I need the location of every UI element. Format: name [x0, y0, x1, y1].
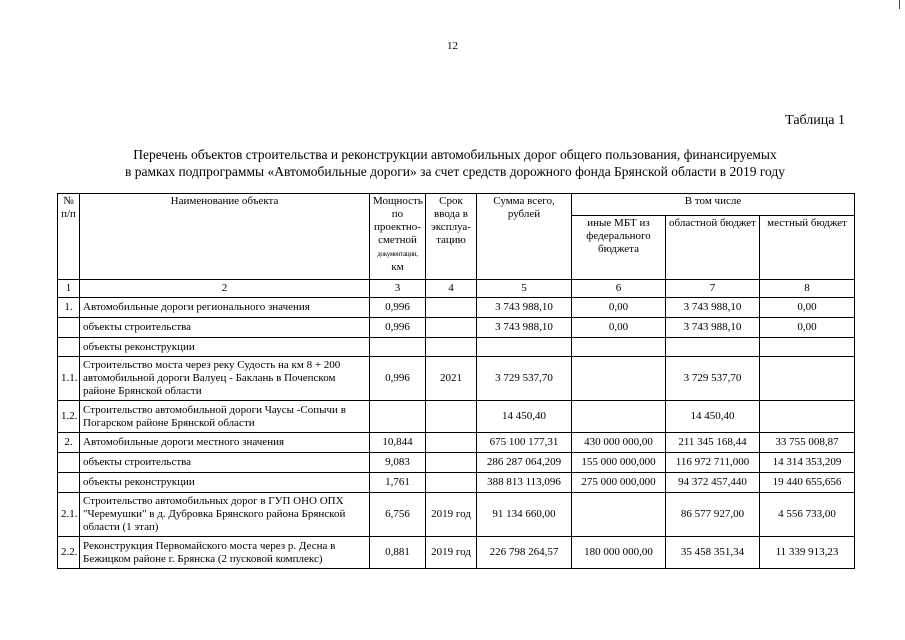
- row-regional: 3 729 537,70: [666, 357, 760, 401]
- row-term: 2021: [426, 357, 477, 401]
- row-name: Строительство моста через реку Судость на км 8 + 200 автомобильной дороги Валуец - Баклань в Почепском районе Брянской области: [80, 357, 370, 401]
- row-sum: 3 729 537,70: [477, 357, 572, 401]
- row-mbt: 0,00: [572, 298, 666, 318]
- row-local: 14 314 353,209: [760, 453, 855, 473]
- row-num: [58, 473, 80, 493]
- row-capacity: [370, 338, 426, 357]
- col-number: 6: [572, 280, 666, 298]
- row-term: [426, 401, 477, 433]
- row-term: 2019 год: [426, 493, 477, 537]
- row-sum: [477, 338, 572, 357]
- row-mbt: [572, 357, 666, 401]
- row-sum: 14 450,40: [477, 401, 572, 433]
- header-capacity-c: км: [391, 261, 404, 273]
- row-num: 1.: [58, 298, 80, 318]
- row-mbt: [572, 493, 666, 537]
- title-line-2: в рамках подпрограммы «Автомобильные дороги» за счет средств дорожного фонда Брянской области в 2019 году: [124, 164, 786, 179]
- row-mbt: 180 000 000,00: [572, 537, 666, 569]
- col-number: 7: [666, 280, 760, 298]
- header-capacity-b: документации,: [377, 250, 418, 258]
- header-regional: областной бюджет: [666, 216, 760, 280]
- row-sum: 675 100 177,31: [477, 433, 572, 453]
- row-local: 19 440 655,656: [760, 473, 855, 493]
- table-row: [58, 433, 855, 453]
- row-regional: 3 743 988,10: [666, 318, 760, 338]
- row-mbt: 155 000 000,000: [572, 453, 666, 473]
- header-sum: Сумма всего, рублей: [477, 194, 572, 280]
- row-regional: 94 372 457,440: [666, 473, 760, 493]
- row-term: [426, 318, 477, 338]
- row-num: 2.1.: [58, 493, 80, 537]
- row-mbt: [572, 338, 666, 357]
- row-regional: 35 458 351,34: [666, 537, 760, 569]
- row-mbt: 430 000 000,00: [572, 433, 666, 453]
- table-row: [58, 473, 855, 493]
- row-sum: 91 134 660,00: [477, 493, 572, 537]
- col-number: 8: [760, 280, 855, 298]
- row-capacity: 0,996: [370, 318, 426, 338]
- row-mbt: 275 000 000,000: [572, 473, 666, 493]
- row-capacity: 1,761: [370, 473, 426, 493]
- row-term: [426, 338, 477, 357]
- col-number: 1: [58, 280, 80, 298]
- header-capacity-a: Мощность по проектно-сметной: [373, 195, 423, 246]
- table-header: [58, 194, 855, 298]
- row-name: Реконструкция Первомайского моста через р. Десна в Бежицком районе г. Брянска (2 пусковой комплекс): [80, 537, 370, 569]
- row-term: [426, 433, 477, 453]
- document-title: [60, 146, 850, 180]
- column-number-row: [58, 280, 855, 298]
- table-row: [58, 493, 855, 537]
- row-name: Автомобильные дороги регионального значения: [80, 298, 370, 318]
- row-term: 2019 год: [426, 537, 477, 569]
- row-num: 1.1.: [58, 357, 80, 401]
- table-row: [58, 318, 855, 338]
- row-regional: 86 577 927,00: [666, 493, 760, 537]
- col-number: 2: [80, 280, 370, 298]
- row-name: объекты реконструкции: [80, 473, 370, 493]
- table-row: [58, 537, 855, 569]
- header-name: Наименование объекта: [80, 194, 370, 280]
- row-sum: 286 287 064,209: [477, 453, 572, 473]
- table-row: [58, 338, 855, 357]
- row-local: [760, 401, 855, 433]
- row-regional: [666, 338, 760, 357]
- row-local: 33 755 008,87: [760, 433, 855, 453]
- row-local: 4 556 733,00: [760, 493, 855, 537]
- row-capacity: 9,083: [370, 453, 426, 473]
- header-capacity: [370, 194, 426, 280]
- header-term: Срок ввода в эксплуа-тацию: [426, 194, 477, 280]
- row-local: 0,00: [760, 318, 855, 338]
- row-num: 2.2.: [58, 537, 80, 569]
- row-name: объекты реконструкции: [80, 338, 370, 357]
- row-term: [426, 453, 477, 473]
- row-regional: 211 345 168,44: [666, 433, 760, 453]
- row-capacity: 0,996: [370, 298, 426, 318]
- row-local: 11 339 913,23: [760, 537, 855, 569]
- table-body: [58, 298, 855, 569]
- row-num: [58, 338, 80, 357]
- row-sum: 3 743 988,10: [477, 298, 572, 318]
- row-capacity: 10,844: [370, 433, 426, 453]
- row-local: [760, 357, 855, 401]
- row-sum: 226 798 264,57: [477, 537, 572, 569]
- row-name: объекты строительства: [80, 318, 370, 338]
- header-local: местный бюджет: [760, 216, 855, 280]
- row-sum: 3 743 988,10: [477, 318, 572, 338]
- col-number: 5: [477, 280, 572, 298]
- row-regional: 116 972 711,000: [666, 453, 760, 473]
- row-num: [58, 453, 80, 473]
- row-mbt: 0,00: [572, 318, 666, 338]
- row-num: [58, 318, 80, 338]
- row-num: 2.: [58, 433, 80, 453]
- row-capacity: 6,756: [370, 493, 426, 537]
- row-capacity: 0,881: [370, 537, 426, 569]
- table-caption: Таблица 1: [785, 113, 845, 128]
- col-number: 4: [426, 280, 477, 298]
- table-row: [58, 357, 855, 401]
- row-sum: 388 813 113,096: [477, 473, 572, 493]
- table-row: [58, 453, 855, 473]
- header-including: В том числе: [572, 194, 855, 216]
- row-name: объекты строительства: [80, 453, 370, 473]
- row-capacity: [370, 401, 426, 433]
- scan-edge-mark: [899, 0, 900, 9]
- row-name: Автомобильные дороги местного значения: [80, 433, 370, 453]
- table-row: [58, 401, 855, 433]
- objects-table: [57, 193, 855, 569]
- row-name: Строительство автомобильных дорог в ГУП ОНО ОПХ "Черемушки" в д. Дубровка Брянского района Брянской области (1 этап): [80, 493, 370, 537]
- row-term: [426, 473, 477, 493]
- row-name: Строительство автомобильной дороги Чаусы -Сопычи в Погарском районе Брянской области: [80, 401, 370, 433]
- page-number: 12: [447, 40, 458, 52]
- row-regional: 14 450,40: [666, 401, 760, 433]
- title-line-1: Перечень объектов строительства и реконструкции автомобильных дорог общего пользования, финансируемых: [133, 147, 777, 162]
- col-number: 3: [370, 280, 426, 298]
- row-local: [760, 338, 855, 357]
- header-num: № п/п: [58, 194, 80, 280]
- row-local: 0,00: [760, 298, 855, 318]
- header-mbt: иные МБТ из федерального бюджета: [572, 216, 666, 280]
- row-regional: 3 743 988,10: [666, 298, 760, 318]
- table-row: [58, 298, 855, 318]
- row-num: 1.2.: [58, 401, 80, 433]
- row-mbt: [572, 401, 666, 433]
- row-term: [426, 298, 477, 318]
- row-capacity: 0,996: [370, 357, 426, 401]
